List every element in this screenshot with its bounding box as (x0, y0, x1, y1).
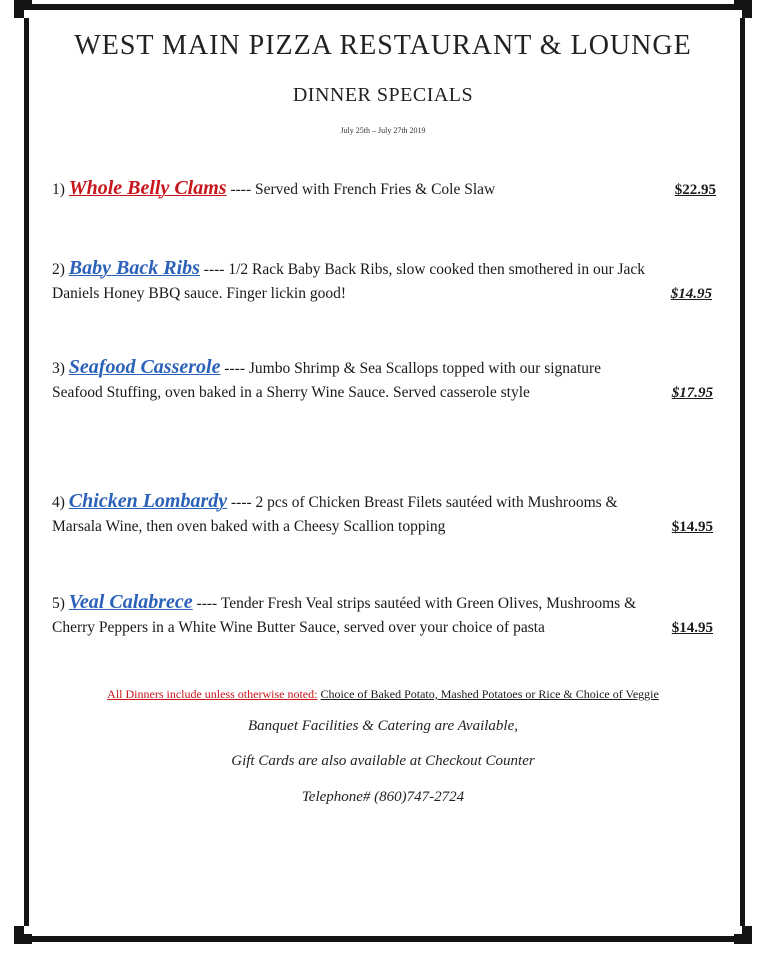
menu-subtitle: DINNER SPECIALS (292, 84, 474, 106)
restaurant-title: WEST MAIN PIZZA RESTAURANT & LOUNGE (74, 30, 692, 61)
special-name: Seafood Casserole (68, 356, 221, 378)
special-description-continued: Daniels Honey BBQ sauce. Finger lickin good! (52, 285, 347, 302)
frame-corner-top-right (734, 0, 752, 18)
dinner-includes-note (0, 687, 766, 702)
special-description: Tender Fresh Veal strips sautéed with Green Olives, Mushrooms & (220, 595, 637, 612)
special-separator: ---- (231, 494, 252, 511)
special-item-4 (52, 489, 716, 539)
frame-corner-bottom-left (14, 926, 32, 944)
special-number: 3) (52, 360, 65, 377)
special-description: 2 pcs of Chicken Breast Filets sautéed with Mushrooms & (255, 494, 618, 511)
special-price: $14.95 (671, 519, 713, 535)
note-label: All Dinners include unless otherwise noted: (107, 687, 318, 701)
frame-corner-top-left (14, 0, 32, 18)
special-description: 1/2 Rack Baby Back Ribs, slow cooked then smothered in our Jack (228, 261, 646, 278)
telephone-info: Telephone# (860)747-2724 (301, 789, 465, 805)
frame-corner-bottom-right (734, 926, 752, 944)
special-number: 5) (52, 595, 65, 612)
special-description-continued: Seafood Stuffing, oven baked in a Sherry Wine Sauce. Served casserole style (52, 384, 530, 401)
special-description-continued: Marsala Wine, then oven baked with a Cheesy Scallion topping (52, 518, 446, 535)
special-price: $14.95 (671, 620, 713, 636)
special-price: $17.95 (671, 385, 713, 401)
note-text: Choice of Baked Potato, Mashed Potatoes or Rice & Choice of Veggie (320, 687, 659, 701)
banquet-info: Banquet Facilities & Catering are Available, (248, 718, 518, 734)
special-price: $14.95 (670, 286, 712, 302)
special-name: Veal Calabrece (68, 591, 193, 613)
special-price: $22.95 (674, 182, 716, 198)
frame-top-border (14, 4, 752, 10)
special-description: Jumbo Shrimp & Sea Scallops topped with our signature (248, 360, 602, 377)
special-number: 1) (52, 181, 65, 198)
special-dates: July 25th – July 27th 2019 (340, 126, 426, 135)
special-name: Chicken Lombardy (68, 490, 228, 512)
special-description: Served with French Fries & Cole Slaw (255, 181, 496, 198)
special-name: Whole Belly Clams (68, 177, 227, 199)
special-separator: ---- (196, 595, 218, 612)
special-description-continued: Cherry Peppers in a White Wine Butter Sauce, served over your choice of pasta (52, 619, 545, 636)
special-separator: ---- (203, 261, 225, 278)
special-number: 2) (52, 261, 65, 278)
gift-card-info: Gift Cards are also available at Checkout Counter (231, 753, 535, 769)
special-item-1 (52, 176, 716, 202)
special-separator: ---- (224, 360, 245, 377)
frame-bottom-border (14, 936, 752, 942)
special-separator: ---- (230, 181, 252, 198)
special-name: Baby Back Ribs (68, 257, 200, 279)
special-item-3 (52, 355, 716, 405)
special-number: 4) (52, 494, 65, 511)
special-item-5 (52, 590, 716, 640)
special-item-2 (52, 256, 716, 306)
